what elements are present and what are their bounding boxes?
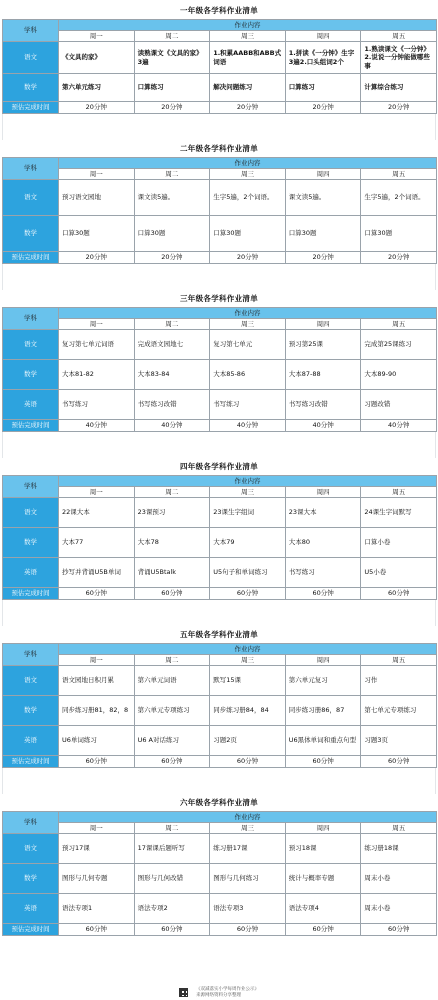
subject-label: 数学 [3, 360, 59, 390]
weekday-header: 周四 [285, 169, 361, 180]
weekday-header: 周三 [210, 31, 286, 42]
homework-cell: 抄写并背诵U5B单词 [59, 558, 135, 588]
homework-cell: 生字5遍，2个词语。 [361, 180, 437, 216]
subject-row [3, 390, 437, 420]
grade-block [2, 140, 436, 264]
time-row [3, 756, 437, 768]
weekday-header: 周四 [285, 655, 361, 666]
subject-row [3, 74, 437, 102]
homework-cell: 课文读5遍。 [285, 180, 361, 216]
weekday-header: 周二 [134, 169, 210, 180]
weekday-header: 周三 [210, 319, 286, 330]
homework-cell: 口算练习 [134, 74, 210, 102]
subject-row [3, 216, 437, 252]
homework-cell: U5小卷 [361, 558, 437, 588]
subject-label: 数学 [3, 864, 59, 894]
time-cell: 40分钟 [361, 420, 437, 432]
weekday-header: 周五 [361, 655, 437, 666]
time-cell: 60分钟 [134, 588, 210, 600]
homework-cell: 语法专项3 [210, 894, 286, 924]
subject-label: 语文 [3, 834, 59, 864]
subject-header: 学科 [3, 158, 59, 180]
time-cell: 40分钟 [285, 420, 361, 432]
homework-cell: 习题3页 [361, 726, 437, 756]
weekday-header: 周一 [59, 319, 135, 330]
homework-cell: U6单词练习 [59, 726, 135, 756]
homework-cell: 完成第25课练习 [361, 330, 437, 360]
homework-cell: 生字5遍，2个词语。 [210, 180, 286, 216]
weekday-header: 周五 [361, 31, 437, 42]
homework-cell: 图形与几何练习 [210, 864, 286, 894]
content-header: 作业内容 [59, 158, 437, 169]
grade-title: 六年级各学科作业清单 [180, 798, 258, 807]
homework-cell: 23课大本 [285, 498, 361, 528]
homework-cell: 课文读5遍。 [134, 180, 210, 216]
homework-table [2, 811, 437, 936]
homework-cell: 书写练习 [285, 558, 361, 588]
weekday-header: 周二 [134, 823, 210, 834]
homework-cell: 预习第25课 [285, 330, 361, 360]
time-cell: 60分钟 [210, 756, 286, 768]
homework-cell: 书写练习改错 [285, 390, 361, 420]
table-header-row [3, 308, 437, 319]
subject-label: 语文 [3, 666, 59, 696]
time-label: 预估完成时间 [3, 756, 59, 768]
homework-cell: 统计与概率专题 [285, 864, 361, 894]
subject-label: 英语 [3, 390, 59, 420]
subject-row [3, 864, 437, 894]
subject-header: 学科 [3, 20, 59, 42]
homework-cell: 大本85-86 [210, 360, 286, 390]
footer-line1: 《双减落实小学每周作业公示》 [196, 987, 260, 993]
homework-cell: 23课预习 [134, 498, 210, 528]
weekday-header: 周二 [134, 319, 210, 330]
weekday-header: 周一 [59, 169, 135, 180]
weekday-header: 周一 [59, 31, 135, 42]
subject-label: 数学 [3, 74, 59, 102]
footer-line2: 来源网络资料分享整理 [196, 992, 242, 998]
footer-text [196, 987, 259, 998]
subject-row [3, 726, 437, 756]
footer [0, 982, 438, 1000]
homework-cell: 语法专项1 [59, 894, 135, 924]
time-cell: 20分钟 [210, 252, 286, 264]
time-cell: 20分钟 [59, 102, 135, 114]
table-header-row [3, 158, 437, 169]
homework-cell: 图形与几何改错 [134, 864, 210, 894]
homework-cell: 默写15课 [210, 666, 286, 696]
weekday-header-row [3, 319, 437, 330]
time-cell: 20分钟 [59, 252, 135, 264]
subject-label: 语文 [3, 180, 59, 216]
homework-cell: 书写练习 [59, 390, 135, 420]
weekday-header: 周三 [210, 487, 286, 498]
time-row [3, 102, 437, 114]
homework-cell: 语法专项2 [134, 894, 210, 924]
subject-label: 数学 [3, 696, 59, 726]
grade-block [2, 794, 436, 936]
time-cell: 60分钟 [285, 756, 361, 768]
grade-title: 一年级各学科作业清单 [180, 6, 258, 15]
grade-block [2, 626, 436, 768]
homework-cell: 练习册17课 [210, 834, 286, 864]
time-label: 预估完成时间 [3, 252, 59, 264]
weekday-header: 周五 [361, 823, 437, 834]
time-cell: 60分钟 [361, 756, 437, 768]
table-header-row [3, 476, 437, 487]
subject-label: 英语 [3, 558, 59, 588]
time-cell: 20分钟 [285, 102, 361, 114]
time-label: 预估完成时间 [3, 924, 59, 936]
time-cell: 40分钟 [59, 420, 135, 432]
time-row [3, 924, 437, 936]
weekday-header: 周四 [285, 319, 361, 330]
weekday-header-row [3, 31, 437, 42]
time-cell: 20分钟 [134, 102, 210, 114]
weekday-header: 周一 [59, 823, 135, 834]
time-row [3, 588, 437, 600]
content-header: 作业内容 [59, 812, 437, 823]
time-cell: 60分钟 [134, 924, 210, 936]
weekday-header: 周三 [210, 823, 286, 834]
homework-cell: 预习17课 [59, 834, 135, 864]
weekday-header: 周三 [210, 655, 286, 666]
homework-cell: 习作 [361, 666, 437, 696]
subject-header: 学科 [3, 308, 59, 330]
weekday-header: 周四 [285, 31, 361, 42]
subject-label: 英语 [3, 726, 59, 756]
homework-cell: 24课生字词默写 [361, 498, 437, 528]
homework-cell: 大本78 [134, 528, 210, 558]
time-cell: 60分钟 [210, 924, 286, 936]
weekday-header: 周一 [59, 487, 135, 498]
time-row [3, 252, 437, 264]
time-cell: 40分钟 [134, 420, 210, 432]
time-cell: 60分钟 [59, 756, 135, 768]
homework-cell: 书写练习改错 [134, 390, 210, 420]
homework-cell: 大本83-84 [134, 360, 210, 390]
homework-cell: 口算30题 [361, 216, 437, 252]
homework-cell: 周末小卷 [361, 894, 437, 924]
homework-cell: 语文园地日积月累 [59, 666, 135, 696]
section-gap [2, 600, 436, 626]
subject-row [3, 330, 437, 360]
weekday-header: 周四 [285, 487, 361, 498]
homework-cell: 预习语文园地 [59, 180, 135, 216]
time-label: 预估完成时间 [3, 588, 59, 600]
content-header: 作业内容 [59, 644, 437, 655]
section-gap [2, 114, 436, 140]
subject-row [3, 834, 437, 864]
content-header: 作业内容 [59, 476, 437, 487]
subject-header: 学科 [3, 812, 59, 834]
subject-row [3, 894, 437, 924]
homework-cell: 1.拼读《一分钟》生字3遍2.口头组词2个 [285, 42, 361, 74]
grade-title: 四年级各学科作业清单 [180, 462, 258, 471]
homework-cell: 1.熟读课文《一分钟》2.说说一分钟能做哪些事 [361, 42, 437, 74]
homework-cell: 23课生字组词 [210, 498, 286, 528]
subject-label: 数学 [3, 216, 59, 252]
qr-code-icon [179, 988, 188, 997]
homework-cell: 图形与几何专题 [59, 864, 135, 894]
homework-cell: 读熟课文《文具的家》3遍 [134, 42, 210, 74]
subject-row [3, 528, 437, 558]
time-cell: 60分钟 [210, 588, 286, 600]
time-cell: 20分钟 [361, 102, 437, 114]
homework-cell: 口算小卷 [361, 528, 437, 558]
homework-cell: 复习第七单元词语 [59, 330, 135, 360]
grade-title: 五年级各学科作业清单 [180, 630, 258, 639]
time-cell: 20分钟 [361, 252, 437, 264]
homework-cell: 同步练习册81，82，8 [59, 696, 135, 726]
homework-list-page [2, 2, 436, 936]
subject-header: 学科 [3, 476, 59, 498]
homework-cell: 口算30题 [134, 216, 210, 252]
subject-label: 语文 [3, 330, 59, 360]
grade-block [2, 458, 436, 600]
homework-table [2, 475, 437, 600]
weekday-header-row [3, 487, 437, 498]
homework-cell: 习题改错 [361, 390, 437, 420]
weekday-header: 周二 [134, 31, 210, 42]
time-cell: 60分钟 [59, 924, 135, 936]
time-cell: 20分钟 [210, 102, 286, 114]
homework-cell: 完成语文园地七 [134, 330, 210, 360]
table-header-row [3, 812, 437, 823]
weekday-header: 周五 [361, 169, 437, 180]
weekday-header: 周二 [134, 487, 210, 498]
subject-row [3, 558, 437, 588]
homework-table [2, 19, 437, 114]
time-cell: 60分钟 [361, 588, 437, 600]
subject-row [3, 360, 437, 390]
homework-cell: 第六单元专项练习 [134, 696, 210, 726]
homework-cell: 书写练习 [210, 390, 286, 420]
time-cell: 40分钟 [210, 420, 286, 432]
homework-table [2, 307, 437, 432]
homework-cell: 第七单元专项练习 [361, 696, 437, 726]
homework-cell: 大本80 [285, 528, 361, 558]
homework-cell: 大本89-90 [361, 360, 437, 390]
subject-row [3, 696, 437, 726]
homework-cell: 背诵U5Btalk [134, 558, 210, 588]
weekday-header-row [3, 823, 437, 834]
time-cell: 60分钟 [361, 924, 437, 936]
section-gap [2, 768, 436, 794]
subject-label: 语文 [3, 498, 59, 528]
weekday-header: 周二 [134, 655, 210, 666]
homework-cell: 22课大本 [59, 498, 135, 528]
homework-cell: 习题2页 [210, 726, 286, 756]
homework-cell: 同步练习册86，87 [285, 696, 361, 726]
time-label: 预估完成时间 [3, 420, 59, 432]
homework-cell: 1.积累AABB和ABB式词语 [210, 42, 286, 74]
homework-cell: 大本79 [210, 528, 286, 558]
homework-cell: 大本87-88 [285, 360, 361, 390]
time-cell: 60分钟 [285, 924, 361, 936]
homework-cell: 解决问题练习 [210, 74, 286, 102]
subject-label: 英语 [3, 894, 59, 924]
homework-cell: 练习册18课 [361, 834, 437, 864]
weekday-header-row [3, 655, 437, 666]
time-cell: 20分钟 [134, 252, 210, 264]
homework-cell: 口算30题 [285, 216, 361, 252]
section-gap [2, 432, 436, 458]
grade-title: 二年级各学科作业清单 [180, 144, 258, 153]
homework-cell: 口算30题 [59, 216, 135, 252]
subject-row [3, 180, 437, 216]
homework-cell: 同步练习册84，84 [210, 696, 286, 726]
homework-cell: U6黑体单词和重点句型 [285, 726, 361, 756]
homework-cell: 计算综合练习 [361, 74, 437, 102]
grade-title: 三年级各学科作业清单 [180, 294, 258, 303]
homework-cell: 《文具的家》 [59, 42, 135, 74]
homework-table [2, 643, 437, 768]
homework-cell: 周末小卷 [361, 864, 437, 894]
subject-label: 数学 [3, 528, 59, 558]
homework-cell: 17课课后题听写 [134, 834, 210, 864]
subject-label: 语文 [3, 42, 59, 74]
grade-block [2, 2, 436, 114]
section-gap [2, 264, 436, 290]
subject-row [3, 666, 437, 696]
weekday-header: 周五 [361, 319, 437, 330]
homework-cell: 预习18课 [285, 834, 361, 864]
homework-cell: U5句子和单词练习 [210, 558, 286, 588]
table-header-row [3, 20, 437, 31]
homework-cell: 第六单元练习 [59, 74, 135, 102]
time-row [3, 420, 437, 432]
homework-cell: U6 A对话练习 [134, 726, 210, 756]
homework-cell: 第六单元复习 [285, 666, 361, 696]
weekday-header: 周五 [361, 487, 437, 498]
homework-cell: 复习第七单元 [210, 330, 286, 360]
homework-cell: 大本81-82 [59, 360, 135, 390]
content-header: 作业内容 [59, 308, 437, 319]
homework-cell: 语法专项4 [285, 894, 361, 924]
homework-cell: 大本77 [59, 528, 135, 558]
time-cell: 20分钟 [285, 252, 361, 264]
homework-cell: 第六单元词语 [134, 666, 210, 696]
weekday-header-row [3, 169, 437, 180]
homework-cell: 口算练习 [285, 74, 361, 102]
subject-row [3, 498, 437, 528]
grade-block [2, 290, 436, 432]
subject-row [3, 42, 437, 74]
weekday-header: 周三 [210, 169, 286, 180]
subject-header: 学科 [3, 644, 59, 666]
table-header-row [3, 644, 437, 655]
time-cell: 60分钟 [59, 588, 135, 600]
weekday-header: 周四 [285, 823, 361, 834]
homework-table [2, 157, 437, 264]
homework-cell: 口算30题 [210, 216, 286, 252]
time-cell: 60分钟 [285, 588, 361, 600]
content-header: 作业内容 [59, 20, 437, 31]
time-cell: 60分钟 [134, 756, 210, 768]
time-label: 预估完成时间 [3, 102, 59, 114]
weekday-header: 周一 [59, 655, 135, 666]
